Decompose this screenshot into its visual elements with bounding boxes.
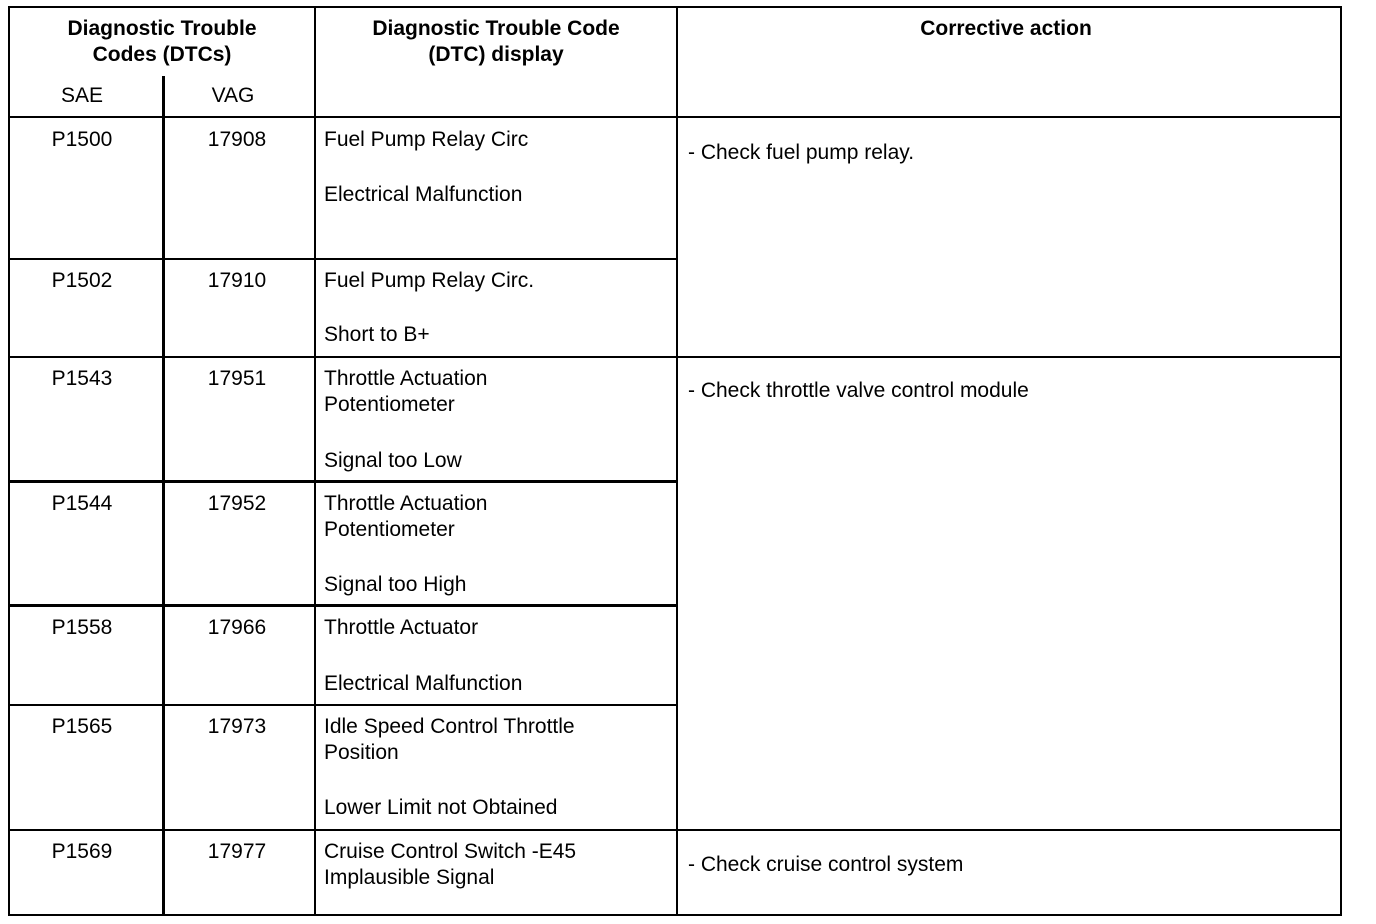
header-display-title: Diagnostic Trouble Code (DTC) display: [372, 17, 620, 66]
dtc-display-sub: Signal too High: [324, 573, 467, 596]
header-dtc-title: Diagnostic Trouble Codes (DTCs): [67, 17, 257, 66]
header-sae: SAE: [60, 84, 104, 107]
row-divider: [8, 258, 678, 260]
vag-code: 17908: [207, 128, 267, 151]
col-divider-display-action: [676, 6, 678, 916]
dtc-display-sub: Signal too Low: [324, 449, 462, 472]
dtc-display-main: Throttle Actuation Potentiometer: [324, 492, 488, 541]
dtc-display-sub: Short to B+: [324, 323, 430, 346]
dtc-display-main: Idle Speed Control Throttle Position: [324, 715, 575, 764]
sae-code: P1543: [51, 367, 113, 390]
header-vag: VAG: [211, 84, 255, 107]
header-divider: [8, 116, 1342, 118]
sae-code: P1544: [51, 492, 113, 515]
sae-code: P1558: [51, 616, 113, 639]
vag-code: 17952: [207, 492, 267, 515]
col-divider-codes-display: [314, 6, 316, 916]
row-divider: [8, 829, 1342, 831]
row-divider: [8, 604, 678, 607]
row-divider: [8, 356, 1342, 358]
dtc-display-sub: Electrical Malfunction: [324, 672, 523, 695]
dtc-display-main: Fuel Pump Relay Circ: [324, 128, 529, 151]
row-divider: [8, 704, 678, 706]
dtc-display-sub: Lower Limit not Obtained: [324, 796, 558, 819]
dtc-display-sub: Electrical Malfunction: [324, 183, 523, 206]
vag-code: 17977: [207, 840, 267, 863]
vag-code: 17973: [207, 715, 267, 738]
dtc-display-main: Cruise Control Switch -E45 Implausible Signal: [324, 840, 577, 889]
vag-code: 17966: [207, 616, 267, 639]
vag-code: 17910: [207, 269, 267, 292]
dtc-display-main: Throttle Actuator: [324, 616, 479, 639]
corrective-action: - Check fuel pump relay.: [688, 141, 915, 164]
vag-code: 17951: [207, 367, 267, 390]
row-divider: [8, 480, 678, 483]
sae-code: P1569: [51, 840, 113, 863]
corrective-action: - Check cruise control system: [688, 853, 964, 876]
header-action-title: Corrective action: [920, 17, 1092, 40]
sae-code: P1500: [51, 128, 113, 151]
dtc-display-main: Fuel Pump Relay Circ.: [324, 269, 535, 292]
corrective-action: - Check throttle valve control module: [688, 379, 1029, 402]
dtc-display-main: Throttle Actuation Potentiometer: [324, 367, 488, 416]
sae-code: P1502: [51, 269, 113, 292]
sae-code: P1565: [51, 715, 113, 738]
